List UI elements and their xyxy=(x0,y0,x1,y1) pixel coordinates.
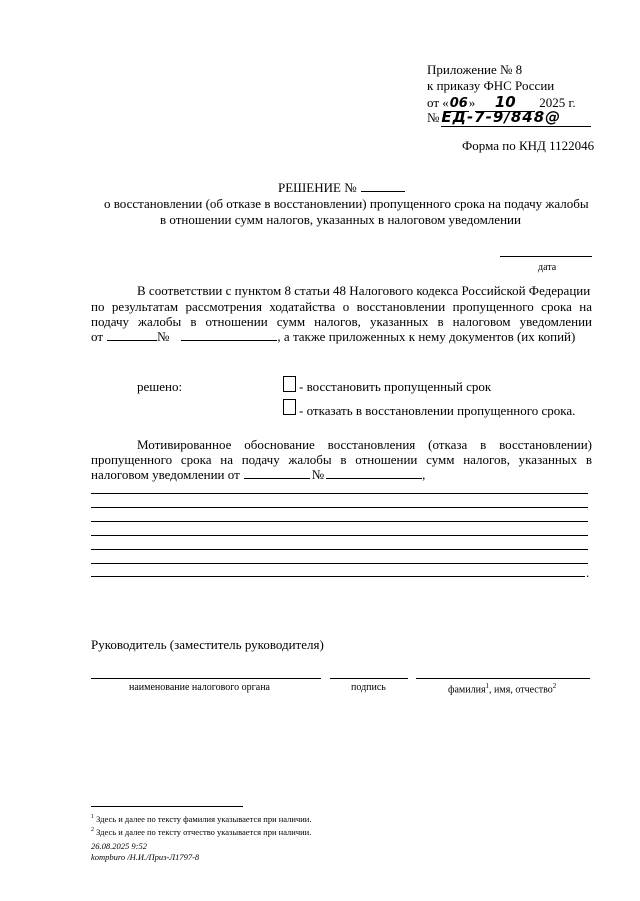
notice-number-field xyxy=(181,340,277,341)
reasoning-line-2: пропущенного срока на подачу жалобы в отношении сумм налогов, указанных в xyxy=(91,452,592,467)
order-date-month: 10 xyxy=(475,93,535,112)
decision-number-field xyxy=(361,191,405,192)
reasoning-text-line[interactable] xyxy=(91,507,588,508)
reasoning-text-line[interactable] xyxy=(91,549,588,550)
form-code: Форма по КНД 1122046 xyxy=(462,138,595,153)
decision-title: РЕШЕНИЕ № xyxy=(278,180,405,196)
signature-line[interactable] xyxy=(330,678,408,679)
order-reference: к приказу ФНС России xyxy=(427,78,555,93)
org-name-caption: наименование налогового органа xyxy=(129,682,270,693)
reasoning-notice-date-field xyxy=(244,478,310,479)
restore-option-label: - восстановить пропущенный срок xyxy=(299,379,492,394)
order-number-value: ЕД-7-9/848@ xyxy=(441,108,591,127)
decision-label: решено: xyxy=(137,379,183,394)
paragraph-line-2: по результатам рассмотрения ходатайства о восстановлении пропущенного срока на xyxy=(91,299,592,314)
signature-caption: подпись xyxy=(351,682,386,693)
reasoning-end-dot: . xyxy=(586,565,590,580)
print-timestamp: 26.08.2025 9:52 xyxy=(91,841,147,851)
paragraph-line-1: В соответствии с пунктом 8 статьи 48 Налогового кодекса Российской Федерации xyxy=(137,283,591,298)
decision-subtitle-1: о восстановлении (об отказе в восстановлении) пропущенного срока на подачу жалобы xyxy=(104,196,589,211)
refuse-checkbox[interactable] xyxy=(283,399,296,415)
date-caption: дата xyxy=(538,262,557,273)
reasoning-text-line[interactable] xyxy=(91,521,588,522)
decision-subtitle-2: в отношении сумм налогов, указанных в налоговом уведомлении xyxy=(160,212,521,227)
reasoning-text-line[interactable] xyxy=(91,563,588,564)
order-number: № ЕД-7-9/848@ xyxy=(427,108,591,127)
footnote-2: $^2$ Здесь и далее по тексту отчество указывается при наличии. xyxy=(91,827,312,837)
reasoning-text-line[interactable] xyxy=(91,493,588,494)
print-reference: kompburo /Н.И./Приз-Л1797-8 xyxy=(91,852,200,862)
paragraph-line-4: от № , а также приложенных к нему документов (их копий) xyxy=(91,329,576,344)
reasoning-text-line[interactable] xyxy=(91,576,585,577)
notice-date-field xyxy=(107,340,157,341)
order-date: от «06» 10 2025 г. xyxy=(427,93,576,111)
appendix-label: Приложение № 8 xyxy=(427,62,523,77)
org-name-line[interactable] xyxy=(91,678,321,679)
paragraph-line-3: подачу жалобы в отношении сумм налогов, указанных в налоговом уведомлении xyxy=(91,314,592,329)
order-date-day: 06 xyxy=(449,96,468,111)
date-field-line xyxy=(500,256,592,257)
footnote-1: $^1$ Здесь и далее по тексту фамилия указывается при наличии. xyxy=(91,814,312,824)
footnote-separator xyxy=(91,806,243,807)
reasoning-text-line[interactable] xyxy=(91,535,588,536)
reasoning-line-1: Мотивированное обоснование восстановления (отказа в восстановлении) xyxy=(137,437,592,452)
restore-checkbox[interactable] xyxy=(283,376,296,392)
reasoning-notice-number-field xyxy=(326,478,422,479)
reasoning-line-3: налоговом уведомлении от № , xyxy=(91,467,426,482)
refuse-option-label: - отказать в восстановлении пропущенного срока. xyxy=(299,403,576,418)
full-name-caption: фамилия$^1$, имя, отчество$^2$ xyxy=(448,682,557,696)
full-name-line[interactable] xyxy=(416,678,590,679)
signature-heading: Руководитель (заместитель руководителя) xyxy=(91,637,324,652)
